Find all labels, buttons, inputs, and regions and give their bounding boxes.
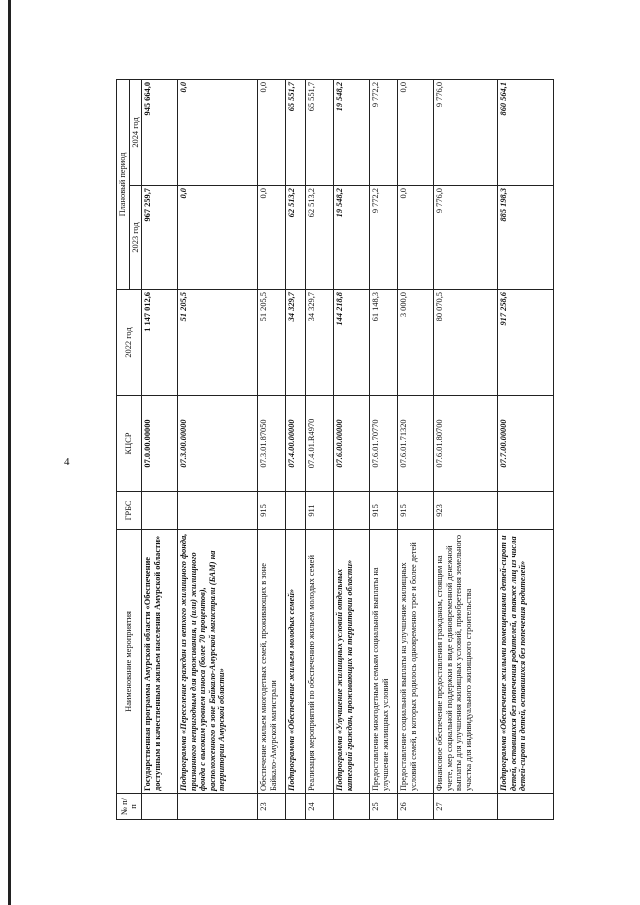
header-row: [117, 79, 130, 819]
row-grbs: 915: [258, 492, 286, 530]
row-2024: 65 551,7: [286, 79, 306, 185]
row-2024: 9 772,2: [370, 79, 398, 185]
row-grbs: [334, 492, 370, 530]
row-kcsr: 07.0.00.00000: [142, 396, 178, 492]
row-grbs: 915: [370, 492, 398, 530]
row-no: 25: [370, 794, 398, 820]
table-row: [258, 79, 286, 819]
row-2022: 144 218,8: [334, 290, 370, 396]
row-grbs: [498, 492, 554, 530]
row-2023: 885 198,3: [498, 186, 554, 290]
row-2023: 967 259,7: [142, 186, 178, 290]
row-kcsr: 07.6.01.80700: [434, 396, 498, 492]
row-grbs: [178, 492, 258, 530]
table-row: [142, 79, 178, 819]
row-name: Предоставление социальной выплаты на улучшение жилищных условий семей, в которых родилось одновременно трое и более детей: [398, 530, 434, 794]
header-2022: 2022 год: [117, 290, 142, 396]
row-2023: 9 772,2: [370, 186, 398, 290]
row-kcsr: 07.6.01.71320: [398, 396, 434, 492]
page-number: 4: [64, 456, 70, 468]
row-name: Подпрограмма «Переселение граждан из ветхого жилищного фонда, признанного непригодным для проживания, и (или) жилищного фонда с высоким уровнем износа (более 70 процентов), расположенного в зоне Байкало-Амурской магистрали (БАМ) на территории Амурской области»: [178, 530, 258, 794]
header-grbs: ГРБС: [117, 492, 142, 530]
row-2022: 61 148,3: [370, 290, 398, 396]
row-2022: 51 205,5: [258, 290, 286, 396]
rotated-table-container: [116, 80, 616, 820]
table-row: [370, 79, 398, 819]
row-grbs: [142, 492, 178, 530]
row-2024: 19 548,2: [334, 79, 370, 185]
row-no: [178, 794, 258, 820]
row-2022: 1 147 012,6: [142, 290, 178, 396]
row-name: Подпрограмма «Обеспечение жилыми помещениями детей-сирот и детей, оставшихся без попечения родителей, а также лиц из числа детей-сирот и детей, оставшихся без попечения родителей»: [498, 530, 554, 794]
row-2022: 3 000,0: [398, 290, 434, 396]
table-row: [306, 79, 334, 819]
row-2022: 34 329,7: [306, 290, 334, 396]
row-2023: 62 513,2: [306, 186, 334, 290]
header-kcsr: КЦСР: [117, 396, 142, 492]
row-2023: 62 513,2: [286, 186, 306, 290]
row-kcsr: 07.3.00.00000: [178, 396, 258, 492]
row-2023: 0,0: [398, 186, 434, 290]
table-row: [286, 79, 306, 819]
row-2023: 0,0: [178, 186, 258, 290]
row-no: [498, 794, 554, 820]
row-kcsr: 07.6.00.00000: [334, 396, 370, 492]
table-row: [334, 79, 370, 819]
budget-table: [116, 79, 554, 820]
row-2023: 0,0: [258, 186, 286, 290]
row-2024: 0,0: [178, 79, 258, 185]
row-2022: 34 329,7: [286, 290, 306, 396]
row-name: Реализация мероприятий по обеспечению жильем молодых семей: [306, 530, 334, 794]
header-no: № п/п: [117, 794, 142, 820]
row-grbs: 923: [434, 492, 498, 530]
row-2024: 945 664,0: [142, 79, 178, 185]
row-2024: 860 564,1: [498, 79, 554, 185]
row-name: Государственная программа Амурской области «Обеспечение доступным и качественным жильем населения Амурской области»: [142, 530, 178, 794]
row-2024: 0,0: [398, 79, 434, 185]
row-no: [286, 794, 306, 820]
row-2022: 51 205,5: [178, 290, 258, 396]
table-row: [498, 79, 554, 819]
row-no: 24: [306, 794, 334, 820]
table-row: [398, 79, 434, 819]
row-grbs: 915: [398, 492, 434, 530]
header-plan-period: Плановый период: [117, 79, 130, 289]
header-2024: 2024 год: [129, 79, 142, 185]
row-2023: 9 776,0: [434, 186, 498, 290]
row-no: 26: [398, 794, 434, 820]
row-grbs: 911: [306, 492, 334, 530]
row-name: Предоставление многодетным семьям социальной выплаты на улучшение жилищных условий: [370, 530, 398, 794]
binding-edge-line: [8, 0, 11, 905]
row-no: 27: [434, 794, 498, 820]
table-row: [178, 79, 258, 819]
row-grbs: [286, 492, 306, 530]
row-kcsr: 07.4.00.00000: [286, 396, 306, 492]
row-kcsr: 07.4.01.R4970: [306, 396, 334, 492]
row-no: [334, 794, 370, 820]
row-kcsr: 07.6.01.70770: [370, 396, 398, 492]
row-2022: 917 258,6: [498, 290, 554, 396]
row-2022: 80 070,5: [434, 290, 498, 396]
row-no: 23: [258, 794, 286, 820]
row-name: Подпрограмма «Улучшение жилищных условий отдельных категорий граждан, проживающих на территории области»: [334, 530, 370, 794]
row-2024: 65 551,7: [306, 79, 334, 185]
header-2023: 2023 год: [129, 186, 142, 290]
row-2024: 9 776,0: [434, 79, 498, 185]
row-name: Подпрограмма «Обеспечение жильем молодых семей»: [286, 530, 306, 794]
table-row: [434, 79, 498, 819]
row-no: [142, 794, 178, 820]
row-name: Обеспечение жильем многодетных семей, проживающих в зоне Байкало-Амурской магистрали: [258, 530, 286, 794]
row-2024: 0,0: [258, 79, 286, 185]
row-2023: 19 548,2: [334, 186, 370, 290]
row-kcsr: 07.7.00.00000: [498, 396, 554, 492]
header-name: Наименование мероприятия: [117, 530, 142, 794]
row-kcsr: 07.3.01.87050: [258, 396, 286, 492]
row-name: Финансовое обеспечение предоставления гражданам, стоящим на учете, мер социальной поддержки в виде единовременной денежной выплаты для улучшения жилищных условий, приобретения земельного участка для индивидуального жилищного строительства: [434, 530, 498, 794]
